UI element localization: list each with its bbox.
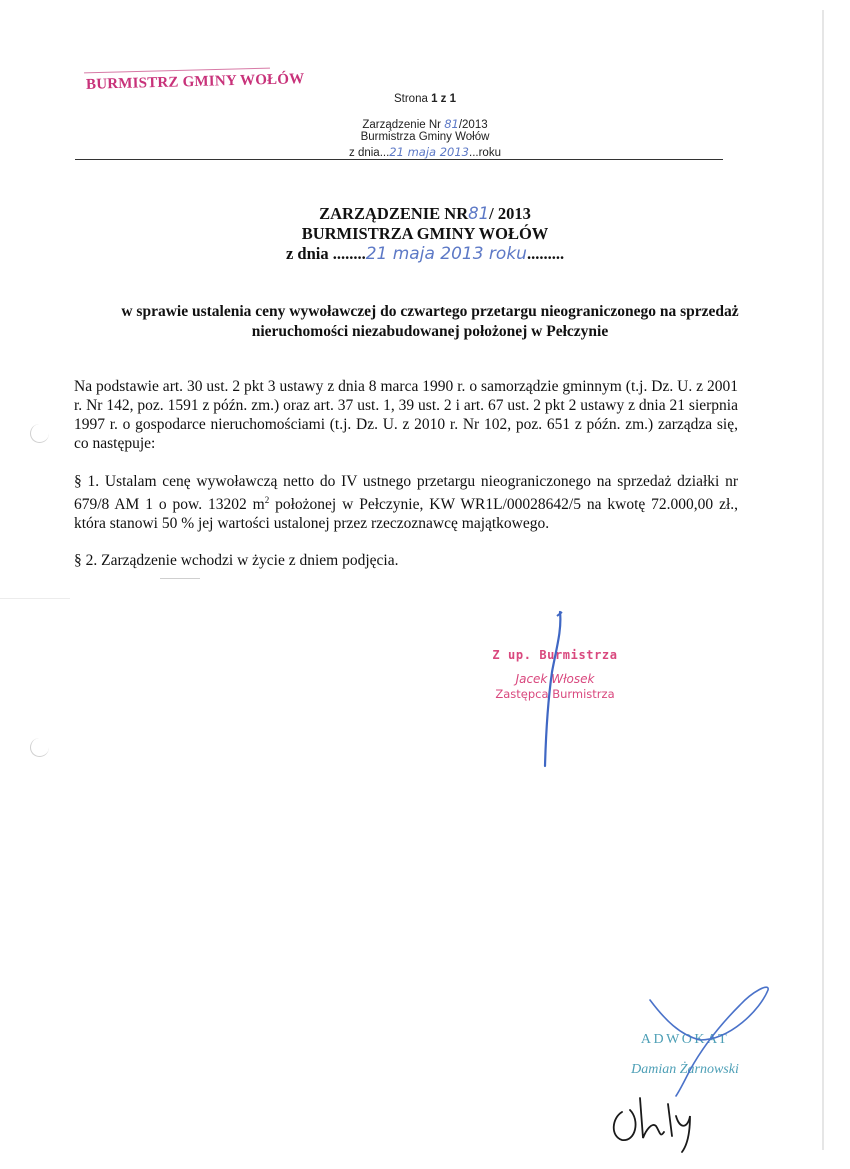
header-date-suffix: roku bbox=[478, 147, 501, 159]
mayor-office-stamp: BURMISTRZ GMINY WOŁÓW bbox=[85, 71, 305, 93]
title-handwritten-number: 81 bbox=[468, 204, 490, 223]
header-issuer: Burmistrza Gminy Wołów bbox=[360, 131, 490, 143]
title-year: / 2013 bbox=[489, 204, 531, 223]
stamp-authorization: Z up. Burmistrza bbox=[492, 648, 618, 662]
title-date-label: z dnia bbox=[285, 244, 333, 263]
page-number: 1 z 1 bbox=[431, 93, 456, 105]
title-handwritten-date: 21 maja 2013 roku bbox=[365, 244, 527, 264]
title-label: ZARZĄDZENIE NR bbox=[319, 204, 469, 223]
legal-basis-paragraph: Na podstawie art. 30 ust. 2 pkt 3 ustawy z dnia 8 marca 1990 r. o samorządzie gminnym (t.j. Dz. U. z 2001 r. Nr 142, poz. 1591 z późn. zm.) oraz art. 37 ust. 1, 39 ust. 2 i art. 67 ust. 2 pkt 2 ustawy z dnia 21 sierpnia 1997 r. o gospodarce nieruchomościami (t.j. Dz. U. z 2010 r. Nr 102, poz. 651 z późn. zm.) zarządza się, co następuje: bbox=[74, 378, 738, 452]
stamp-signatory-name: Jacek Włosek bbox=[515, 672, 595, 686]
area-unit-superscript: 2 bbox=[264, 495, 270, 505]
document-date: z dnia ........21 maja 2013 roku......... bbox=[285, 244, 565, 264]
header-ordinance-label: Zarządzenie Nr bbox=[362, 119, 445, 131]
document-subject: w sprawie ustalenia ceny wywoławczej do czwartego przetargu nieograniczonego na sprzedaż nieruchomości niezabudowanej położonej w Pełczynie bbox=[121, 303, 739, 340]
section-1-text-b: położonej w Pełczynie, KW WR1L/00028642/5 na kwotę 72.000,00 zł., która stanowi 50 % jej wartości ustalonej przez rzeczoznawcę majątkowego. bbox=[74, 496, 739, 533]
section-2-paragraph: § 2. Zarządzenie wchodzi w życie z dniem podjęcia. bbox=[74, 552, 399, 569]
advocate-name: Damian Żarnowski bbox=[631, 1062, 739, 1077]
header-date: z dnia...21 maja 2013...roku bbox=[349, 145, 501, 159]
section-1-text-a: § 1. Ustalam cenę wywoławczą netto do IV ustnego przetargu nieograniczonego na sprzedaż działki nr 679/8 AM 1 o pow. 13202 m bbox=[74, 473, 738, 514]
header-handwritten-date: 21 maja 2013 bbox=[389, 145, 469, 159]
stamp-signatory-role: Zastępca Burmistrza bbox=[495, 687, 615, 701]
header-ordinance-year: /2013 bbox=[458, 119, 488, 131]
header-handwritten-number: 81 bbox=[444, 117, 459, 131]
document-issuer: BURMISTRZA GMINY WOŁÓW bbox=[301, 224, 549, 243]
header-date-label: z dnia bbox=[349, 147, 380, 159]
advocate-title: ADWOKAT bbox=[640, 1032, 730, 1047]
page-prefix: Strona bbox=[393, 93, 432, 105]
